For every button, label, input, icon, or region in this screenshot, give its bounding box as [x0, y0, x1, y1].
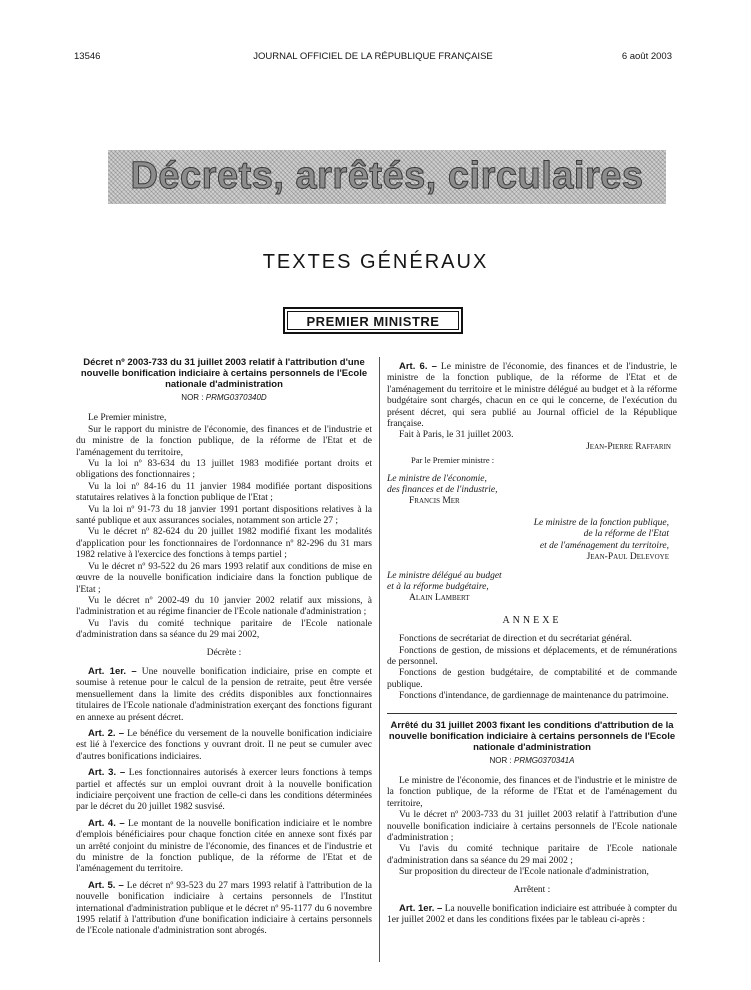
visa: Vu l'avis du comité technique paritaire de l'Ecole nationale d'administration dans sa séance du 29 mai 2002 ;: [387, 844, 677, 866]
article: Art. 6. – Le ministre de l'économie, des finances et de l'industrie, le ministre de la fonction publique, de la réforme de l'Etat et de l'aménagement du territoire et le ministre délégué au budget et à la réforme budgétaire sont chargés, chacun en ce qui le concerne, de l'exécution du présent décret, qui sera publié au Journal officiel de la République française.: [387, 361, 677, 430]
visa: Le ministre de l'économie, des finances et de l'industrie et le ministre de la fonction publique, de la réforme de l'Etat et de l'aménagement du territoire,: [387, 775, 677, 809]
article: Art. 4. – Le montant de la nouvelle bonification indiciaire et le nombre d'emplois bénéficiaires pour chaque fonction citée en annexe sont fixés par un arrêté conjoint du ministre de l'économie, des finances et de l'industrie et du ministre de la fonction publique, de la réforme de l'Etat et de l'aménagement du territoire.: [76, 817, 372, 875]
running-header: [74, 51, 672, 65]
decree-title: Décret nº 2003-733 du 31 juillet 2003 relatif à l'attribution d'une nouvelle bonification indiciaire à certains personnels de l'Ecole nationale d'administration: [80, 357, 368, 390]
article: Art. 2. – Le bénéfice du versement de la nouvelle bonification indiciaire est lié à l'exercice des fonctions y ouvrant droit. Il ne peut se cumuler avec d'autres bonifications indiciaires.: [76, 727, 373, 762]
section-title: TEXTES GÉNÉRAUX: [262, 251, 489, 273]
visa: Sur proposition du directeur de l'Ecole nationale d'administration,: [399, 867, 649, 878]
left-column: [76, 357, 372, 938]
right-column: [387, 357, 677, 927]
issue-date: 6 août 2003: [621, 51, 672, 62]
minister-signature: Le ministre de l'économie, des finances et de l'industrie, Francis Mer: [387, 473, 498, 507]
visa: Sur le rapport du ministre de l'économie, des finances et de l'industrie et du ministre de la fonction publique, de la réforme de l'Etat et de l'aménagement du territoire,: [76, 424, 372, 458]
journal-title: JOURNAL OFFICIEL DE LA RÉPUBLIQUE FRANÇAISE: [253, 51, 493, 62]
article: Art. 5. – Le décret nº 93-523 du 27 mars 1993 relatif à l'attribution de la nouvelle bonification indiciaire à certains personnels de l'Institut international d'administration publique et le décret nº 95-1177 du 6 novembre 1995 relatif à l'attribution d'une bonification indiciaire à certains personnels de l'Ecole nationale d'administration sont abrogés.: [76, 879, 372, 937]
arrete-title: Arrêté du 31 juillet 2003 fixant les conditions d'attribution de la nouvelle bonification indiciaire à certains personnels de l'Ecole nationale d'administration: [388, 719, 676, 753]
visa: Vu la loi nº 83-634 du 13 juillet 1983 modifiée portant droits et obligations des fonctionnaires ;: [76, 459, 372, 481]
banner-title: Décrets, arrêtés, circulaires: [130, 155, 644, 197]
visa: Vu la loi nº 91-73 du 18 janvier 1991 portant dispositions relatives à la santé publique et aux assurances sociales, notamment son article 27 ;: [76, 504, 372, 527]
minister-signature: Le ministre de la fonction publique, de la réforme de l'Etat et de l'aménagement du territoire, Jean-Paul Delevoye: [533, 517, 669, 563]
visa: Le Premier ministre,: [88, 413, 167, 424]
ministry-box: [283, 307, 463, 334]
annexe-item: Fonctions de gestion budgétaire, de comptabilité et de commande publique.: [387, 668, 677, 690]
annexe-item: Fonctions de secrétariat de direction et du secrétariat général.: [399, 634, 632, 645]
arretent-label: Arrêtent :: [513, 884, 551, 895]
par-le-premier-ministre: Par le Premier ministre :: [411, 455, 495, 466]
visa: Vu le décret nº 93-522 du 26 mars 1993 relatif aux conditions de mise en œuvre de la nouvelle bonification indiciaire dans la fonction publique de l'Etat ;: [76, 561, 372, 595]
prime-minister-name: Jean-Pierre Raffarin: [586, 441, 671, 452]
annexe-item: Fonctions de gestion, de missions et déplacements, et de rémunérations de personnel.: [387, 645, 677, 667]
page-number: 13546: [74, 51, 101, 62]
visa: Vu le décret nº 82-624 du 20 juillet 1982 modifié fixant les modalités d'application pour les fonctionnaires de l'ordonnance nº 82-296 du 31 mars 1982 relative à l'exercice des fonctions à temps partiel ;: [76, 527, 372, 561]
article: Art. 1er. – La nouvelle bonification indiciaire est attribuée à compter du 1er juillet 2002 et dans les conditions fixées par le tableau ci-après :: [387, 903, 677, 926]
visa: Vu la loi nº 84-16 du 11 janvier 1984 modifiée portant dispositions statutaires relatives à la fonction publique de l'Etat ;: [76, 481, 372, 504]
visa: Vu le décret nº 2002-49 du 10 janvier 2002 relatif aux missions, à l'administration et au régime financier de l'Ecole nationale d'administration ;: [76, 595, 372, 618]
annexe-title: ANNEXE: [502, 614, 562, 626]
article: Art. 1er. – Une nouvelle bonification indiciaire, prise en compte et soumise à retenue pour le calcul de la pension de retraite, peut être versée mensuellement dans la limite des crédits disponibles aux fonctionnaires titulaires de l'Ecole nationale d'administration exerçant des fonctions figurant en annexe au présent décret.: [76, 665, 372, 723]
section-divider: [387, 713, 677, 714]
ministry-label: PREMIER MINISTRE: [287, 311, 459, 330]
arrete-nor: NOR : PRMG0370341A: [489, 755, 575, 765]
annexe-item: Fonctions d'intendance, de gardiennage de maintenance du patrimoine.: [399, 691, 669, 702]
decrete-label: Décrète :: [206, 647, 242, 658]
visa: Vu le décret nº 2003-733 du 31 juillet 2003 relatif à l'attribution d'une nouvelle bonification indiciaire à certains personnels de l'Ecole nationale d'administration ;: [387, 810, 677, 843]
visa: Vu l'avis du comité technique paritaire de l'Ecole nationale d'administration dans sa séance du 29 mai 2002,: [76, 618, 372, 641]
minister-signature: Le ministre délégué au budget et à la réforme budgétaire, Alain Lambert: [387, 570, 502, 604]
article: Art. 3. – Les fonctionnaires autorisés à exercer leurs fonctions à temps partiel et affectés sur un emploi ouvrant droit à la nouvelle bonification indiciaire perçoivent une fraction de celle-ci dans les conditions déterminées par le décret du 20 juillet 1982 susvisé.: [76, 767, 372, 813]
decree-nor: NOR : PRMG0370340D: [181, 393, 267, 402]
column-divider: [379, 357, 380, 962]
done-at: Fait à Paris, le 31 juillet 2003.: [399, 430, 514, 441]
